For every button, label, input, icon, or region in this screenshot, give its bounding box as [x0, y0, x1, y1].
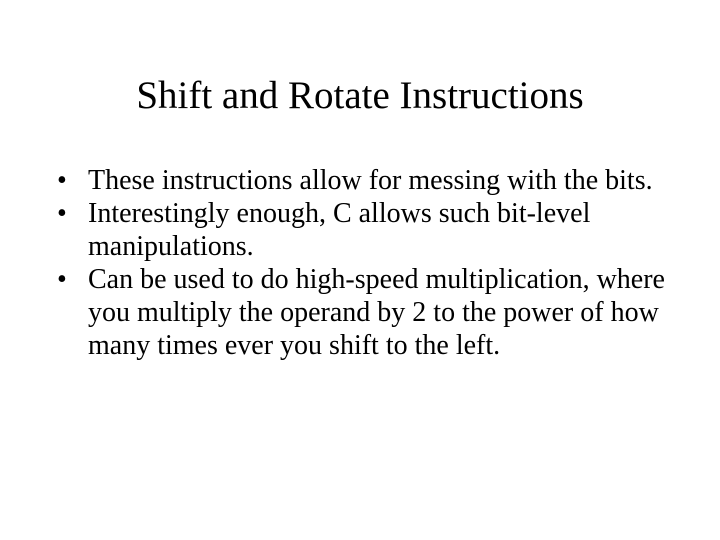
bullet-mark: • [57, 165, 67, 196]
bullet-text: Can be used to do high-speed multiplication, where you multiply the operand by 2 to the power of how many times ever you shift to the left. [88, 264, 665, 361]
bullet-mark: • [57, 264, 67, 295]
bullet-list [54, 164, 694, 362]
bullet-mark: • [57, 198, 67, 229]
bullet-item [54, 164, 694, 197]
bullet-item [54, 263, 694, 362]
bullet-text: These instructions allow for messing with the bits. [88, 165, 653, 196]
bullet-item [54, 197, 694, 263]
slide-title: Shift and Rotate Instructions [136, 74, 584, 117]
bullet-text: Interestingly enough, C allows such bit-level manipulations. [88, 198, 591, 262]
